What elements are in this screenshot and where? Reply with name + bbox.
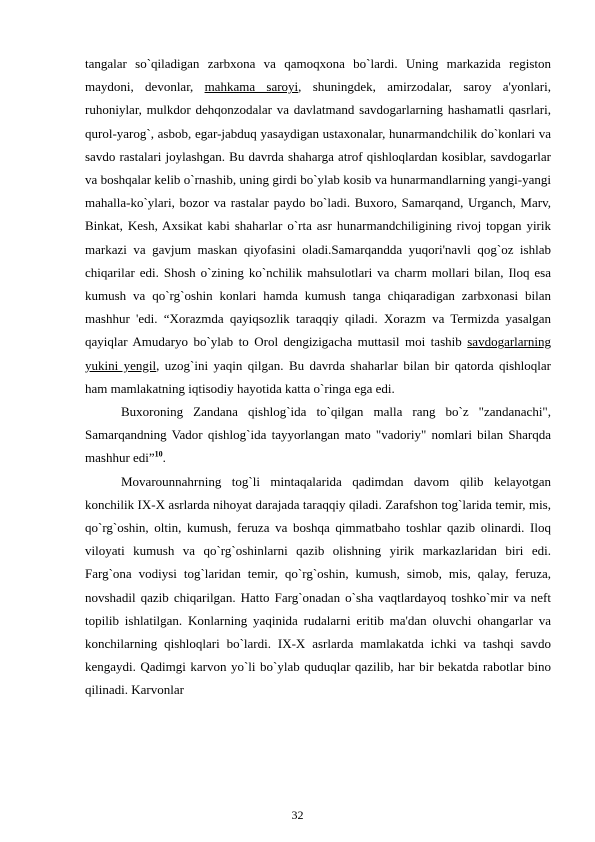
page-number: 32	[291, 808, 304, 822]
paragraph-2-end: .	[162, 450, 166, 466]
link-savdogarlarning-yukini[interactable]: savdogarlarning yukini yengil	[85, 334, 551, 373]
paragraph-1-text-a: tangalar so`qiladigan zarbxona va qamoqxona bo`lardi. Uning markazida registon maydoni, devonlar,	[85, 56, 551, 95]
paragraph-2-text: Buxoroning Zandana qishlog`ida to`qilgan malla rang bo`z "zandanachi", Samarqandning Vador qishlog`ida tayyorlangan mato "vadoriy" nomlari bilan Sharqda mashhur edi”	[85, 404, 551, 466]
link-mahkama-saroyi[interactable]: mahkama saroyi	[204, 79, 299, 95]
paragraph-3	[85, 470, 551, 702]
paragraph-1-text-c: , uzog`ini yaqin qilgan. Bu davrda shaharlar bilan bir qatorda qishloqlar ham mamlakatning iqtisodiy hayotida katta o`ringa ega edi.	[85, 357, 551, 396]
paragraph-2	[85, 400, 551, 470]
paragraph-1	[85, 52, 551, 400]
footnote-reference[interactable]: 10	[154, 450, 163, 460]
document-body	[85, 52, 551, 702]
paragraph-3-text: Movarounnahrning tog`li mintaqalarida qadimdan davom qilib kelayotgan konchilik IX-X asrlarda nihoyat darajada taraqqiy qiladi. Zarafshon tog`larida temir, mis, qo`rg`oshin, oltin, kumush, feruza va boshqa qimmatbaho toshlar qazib olinardi. Iloq viloyati kumush va qo`rg`oshinlarni qazib olishning yirik markazlaridan biri edi. Farg`ona vodiysi tog`laridan temir, qo`rg`oshin, kumush, simob, mis, qalay, feruza, novshadil qazib chiqarilgan. Hatto Farg`onadan o`sha vaqtlardayoq toshko`mir va neft topilib ishlatilgan. Konlarning yaqinida rudalarni eritib ma'dan oluvchi ohangarlar va konchilarning qishloqlari bo`lardi. IX-X asrlarda mamlakatda ichki va tashqi savdo kengaydi. Qadimgi karvon yo`li bo`ylab quduqlar qazilib, har bir bekatda rabotlar bino qilinadi. Karvonlar	[85, 473, 551, 698]
paragraph-1-text-b: , shuningdek, amirzodalar, saroy a'yonlari, ruhoniylar, mulkdor dehqonzodalar va davlatmand savdogarlarning hashamatli qasrlari, qurol-yarog`, asbob, egar-jabduq yasaydigan ustaxonalar, hunarmandchilik do`konlari va savdo rastalari joylashgan. Bu davrda shaharga atrof qishloqlardan kosiblar, savdogarlar va boshqalar kelib o`rnashib, uning girdi bo`ylab kosib va hunarmandlarning yangi-yangi mahalla-ko`ylari, bozor va rastalar paydo bo`ladi. Buxoro, Samarqand, Urganch, Marv, Binkat, Kesh, Axsikat kabi shaharlar o`rta asr hunarmandchiligining rivoj topgan yirik markazi va gavjum maskan qiyofasini oladi.Samarqandda yuqori'navli qog`oz ishlab chiqarilar edi. Shosh o`zining ko`nchilik mahsulotlari va charm mollari bilan, Iloq esa kumush va qo`rg`oshin konlari hamda kumush tanga chiqaradigan zarbxonasi bilan mashhur 'edi. “Xorazmda qayiqsozlik taraqqiy qiladi. Xorazm va Termizda yasalgan qayiqlar Amudaryo bo`ylab to Orol dengizigacha muttasil moi tashib	[85, 79, 551, 350]
